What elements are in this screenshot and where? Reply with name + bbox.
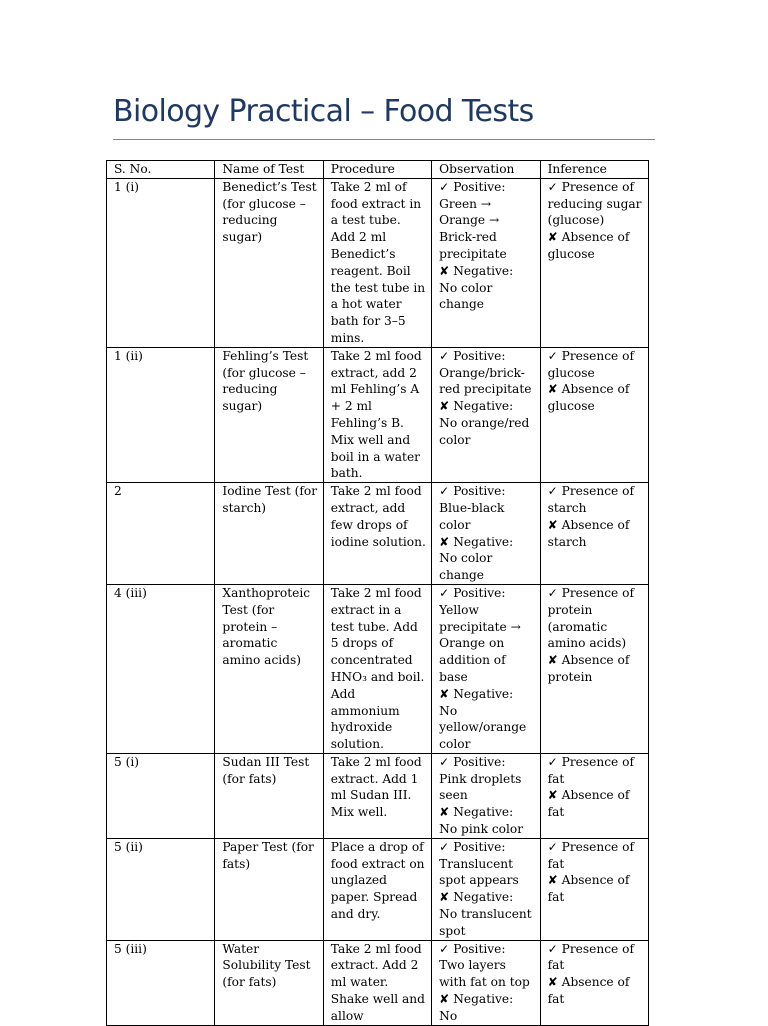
cell-test-name: Iodine Test (for starch) xyxy=(215,483,323,585)
inference-positive: ✓ Presence of starch xyxy=(547,484,634,515)
observation-positive: ✓ Positive: Pink droplets seen xyxy=(439,754,522,803)
cell-observation xyxy=(432,178,540,347)
cell-sno: 5 (ii) xyxy=(107,838,215,940)
cell-test-name: Water Solubility Test (for fats) xyxy=(215,940,323,1025)
cell-procedure: Take 2 ml of food extract in a test tube. Add 2 ml Benedict’s reagent. Boil the test tube in a hot water bath for 3–5 mins. xyxy=(323,178,431,347)
header-name-of-test: Name of Test xyxy=(215,161,323,179)
inference-positive: ✓ Presence of fat xyxy=(547,754,634,786)
cell-test-name: Benedict’s Test (for glucose – reducing sugar) xyxy=(215,178,323,347)
page-title: Biology Practical – Food Tests xyxy=(113,94,534,129)
cell-test-name: Sudan III Test (for fats) xyxy=(215,753,323,838)
title-underline xyxy=(113,139,655,140)
inference-positive: ✓ Presence of fat xyxy=(547,941,634,973)
cell-procedure: Take 2 ml food extract, add few drops of iodine solution. xyxy=(323,483,431,585)
header-sno: S. No. xyxy=(107,161,215,179)
table-row xyxy=(107,347,649,482)
cell-observation xyxy=(432,347,540,482)
cell-inference xyxy=(540,584,648,753)
header-observation: Observation xyxy=(432,161,540,179)
cell-sno: 5 (i) xyxy=(107,753,215,838)
inference-positive: ✓ Presence of protein (aromatic amino acids) xyxy=(547,585,634,651)
cell-sno: 4 (iii) xyxy=(107,584,215,753)
observation-positive: ✓ Positive: Blue-black color xyxy=(439,484,506,532)
observation-negative: ✘ Negative: No color change xyxy=(439,534,514,583)
cell-procedure: Take 2 ml food extract. Add 1 ml Sudan III. Mix well. xyxy=(323,753,431,838)
cell-observation xyxy=(432,838,540,940)
cell-sno: 2 xyxy=(107,483,215,585)
cell-procedure: Take 2 ml food extract, add 2 ml Fehling’s A + 2 ml Fehling’s B. Mix well and boil in a water bath. xyxy=(323,347,431,482)
table-header-row xyxy=(107,161,649,179)
inference-positive: ✓ Presence of fat xyxy=(547,839,634,871)
inference-negative: ✘ Absence of glucose xyxy=(547,230,630,261)
observation-positive: ✓ Positive: Green → Orange → Brick-red precipitate xyxy=(439,179,507,261)
observation-negative: ✘ Negative: No orange/red color xyxy=(439,399,530,447)
cell-observation xyxy=(432,940,540,1025)
observation-positive: ✓ Positive: Orange/brick-red precipitate xyxy=(439,348,532,397)
cell-inference xyxy=(540,347,648,482)
cell-sno: 5 (iii) xyxy=(107,940,215,1025)
inference-negative: ✘ Absence of protein xyxy=(547,653,630,684)
cell-inference xyxy=(540,483,648,585)
cell-procedure: Take 2 ml food extract. Add 2 ml water. Shake well and allow xyxy=(323,940,431,1025)
table-row xyxy=(107,753,649,838)
header-inference: Inference xyxy=(540,161,648,179)
cell-observation xyxy=(432,753,540,838)
food-tests-table xyxy=(106,160,649,1026)
cell-test-name: Fehling’s Test (for glucose – reducing sugar) xyxy=(215,347,323,482)
table-row xyxy=(107,838,649,940)
observation-positive: ✓ Positive: Yellow precipitate → Orange on addition of base xyxy=(439,585,521,684)
table-row xyxy=(107,940,649,1025)
observation-negative: ✘ Negative: No yellow/orange color xyxy=(439,686,527,752)
cell-inference xyxy=(540,753,648,838)
table-row xyxy=(107,483,649,585)
cell-test-name: Paper Test (for fats) xyxy=(215,838,323,940)
observation-positive: ✓ Positive: Translucent spot appears xyxy=(439,839,519,888)
observation-negative: ✘ Negative: No pink color xyxy=(439,805,524,837)
table-row xyxy=(107,584,649,753)
cell-sno: 1 (i) xyxy=(107,178,215,347)
inference-negative: ✘ Absence of glucose xyxy=(547,382,630,414)
observation-negative: ✘ Negative: No color change xyxy=(439,263,514,312)
inference-negative: ✘ Absence of fat xyxy=(547,788,630,820)
table-row xyxy=(107,178,649,347)
observation-negative: ✘ Negative: No xyxy=(439,992,514,1023)
cell-procedure: Take 2 ml food extract in a test tube. Add 5 drops of concentrated HNO₃ and boil. Add ammonium hydroxide solution. xyxy=(323,584,431,753)
cell-procedure: Place a drop of food extract on unglazed paper. Spread and dry. xyxy=(323,838,431,940)
cell-inference xyxy=(540,940,648,1025)
cell-observation xyxy=(432,584,540,753)
observation-positive: ✓ Positive: Two layers with fat on top xyxy=(439,941,530,990)
inference-negative: ✘ Absence of starch xyxy=(547,517,630,549)
inference-positive: ✓ Presence of reducing sugar (glucose) xyxy=(547,179,642,228)
cell-inference xyxy=(540,838,648,940)
cell-test-name: Xanthoproteic Test (for protein – aromatic amino acids) xyxy=(215,584,323,753)
inference-positive: ✓ Presence of glucose xyxy=(547,348,634,380)
observation-negative: ✘ Negative: No translucent spot xyxy=(439,890,532,938)
cell-sno: 1 (ii) xyxy=(107,347,215,482)
header-procedure: Procedure xyxy=(323,161,431,179)
inference-negative: ✘ Absence of fat xyxy=(547,975,630,1007)
cell-inference xyxy=(540,178,648,347)
inference-negative: ✘ Absence of fat xyxy=(547,873,630,905)
cell-observation xyxy=(432,483,540,585)
